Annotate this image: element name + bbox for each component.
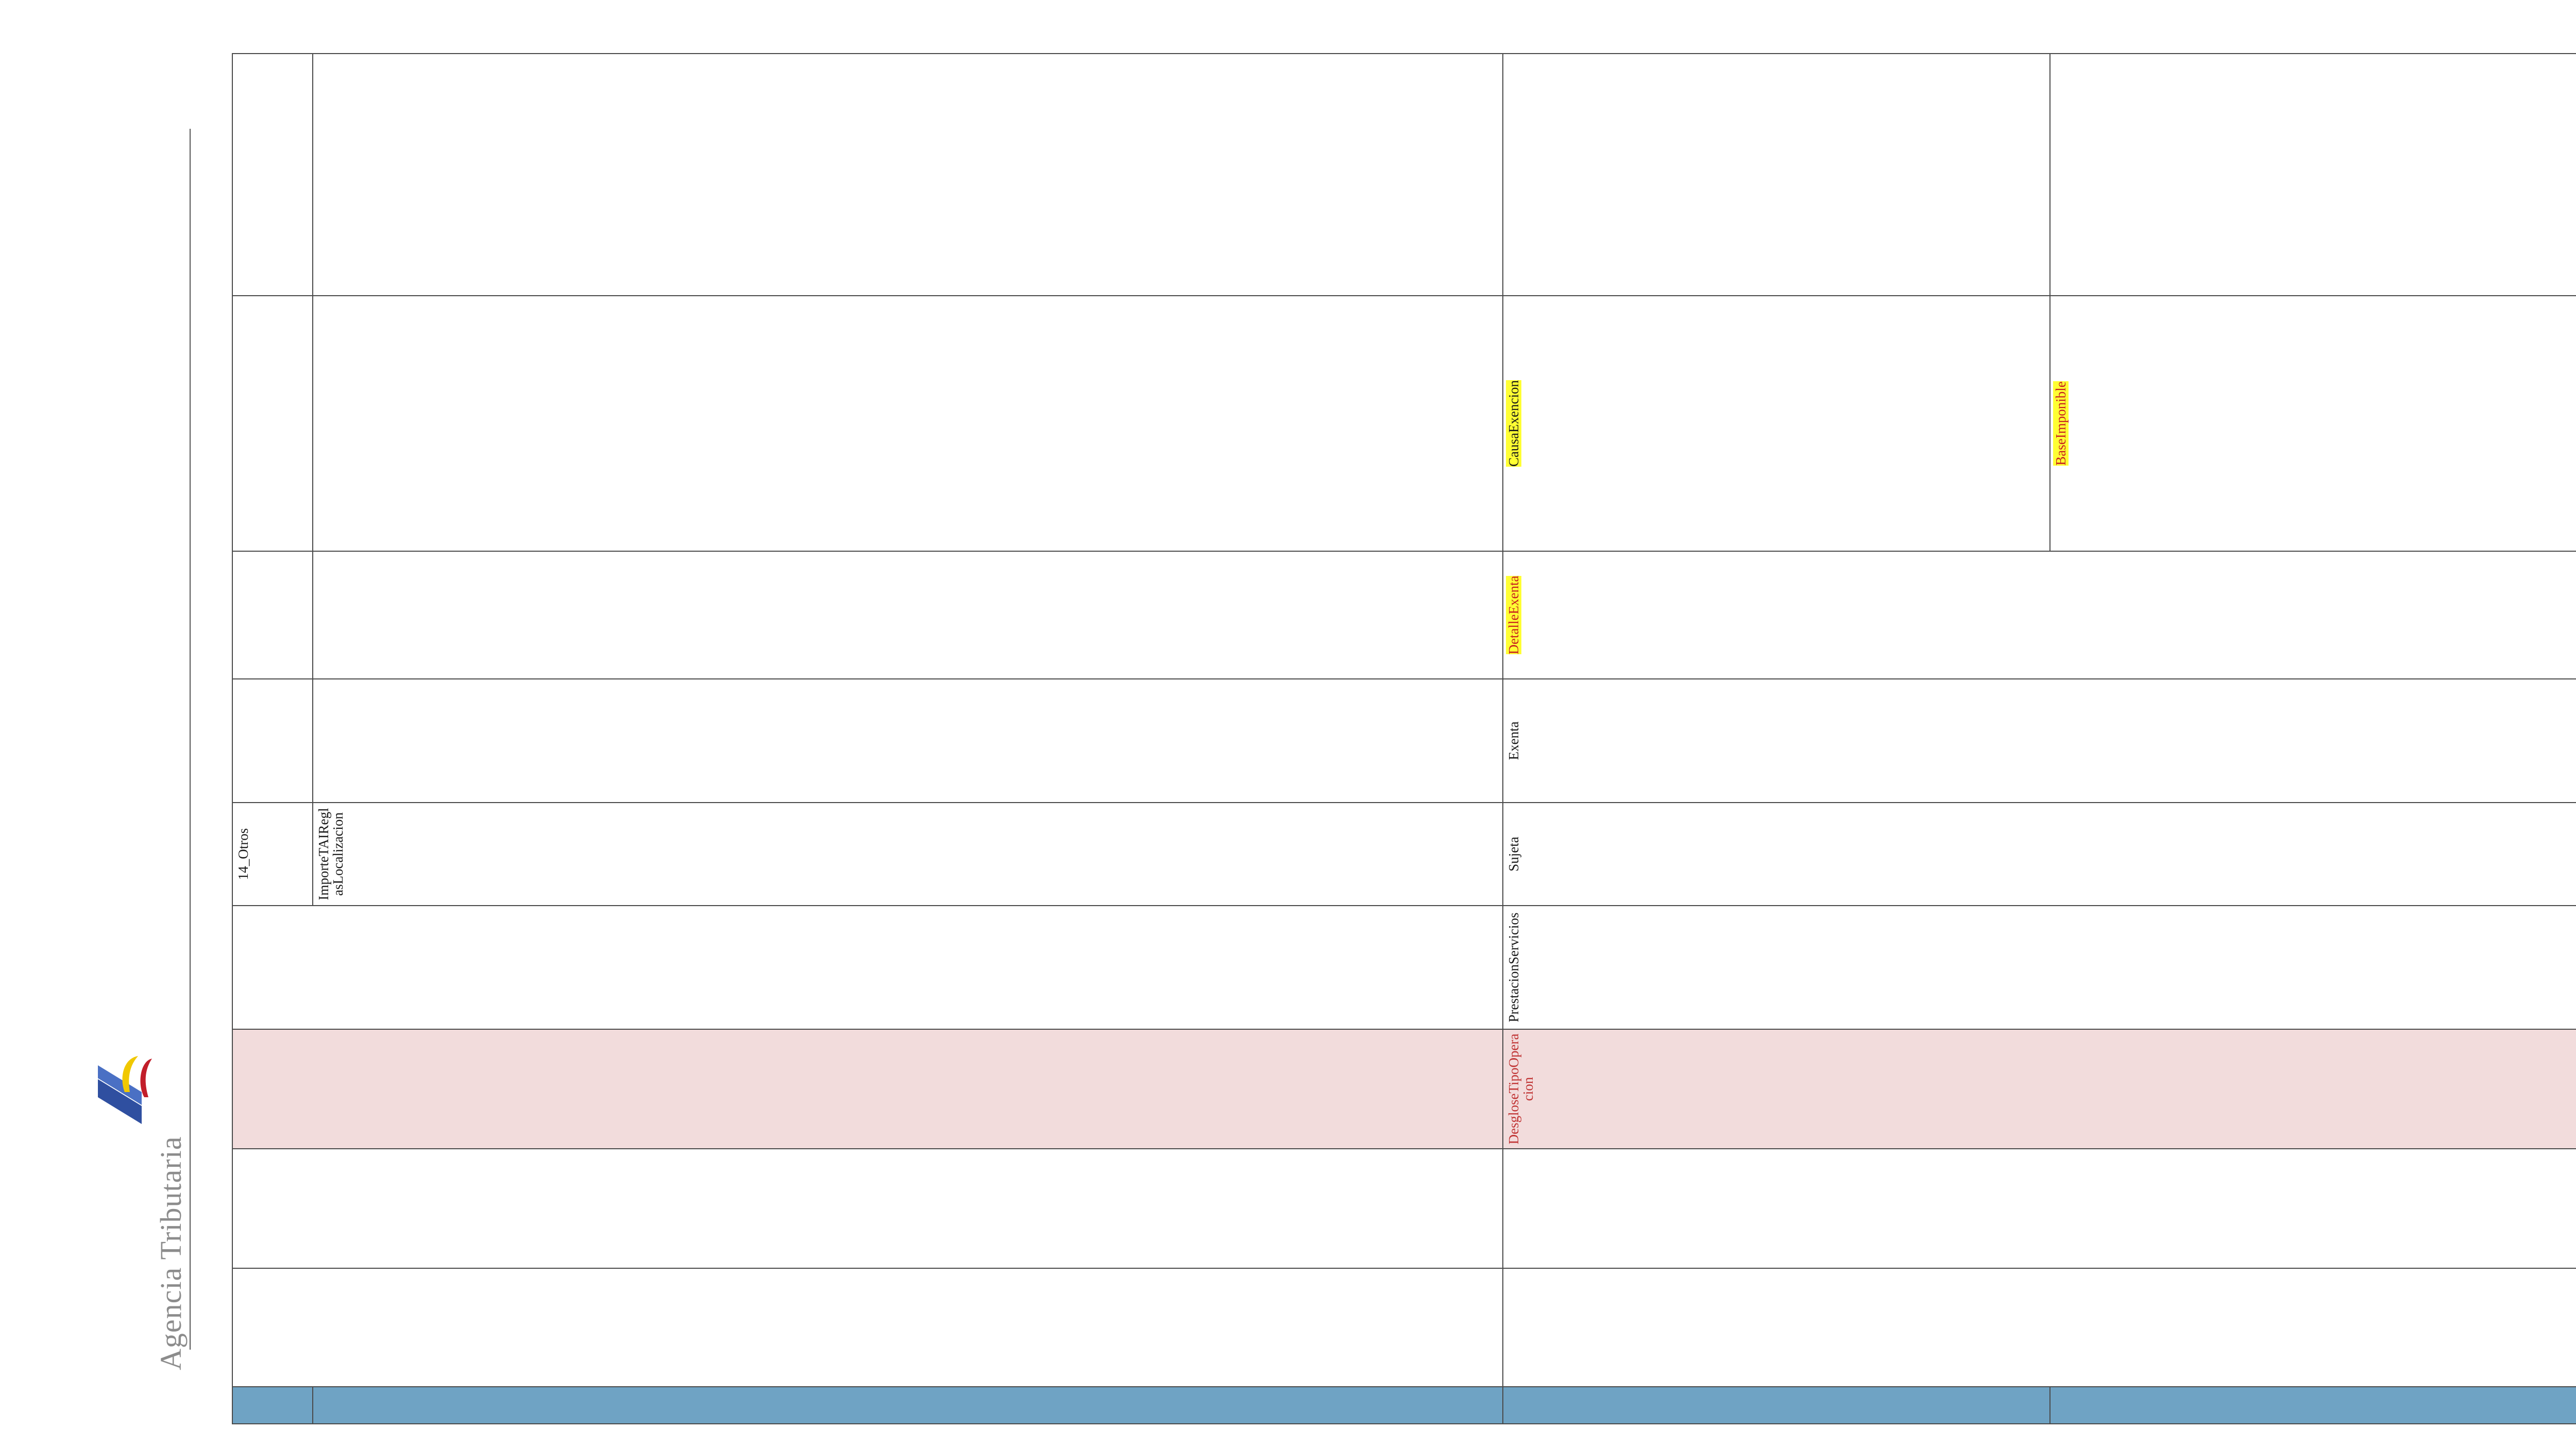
base-imponible-label: BaseImponible bbox=[2053, 381, 2069, 466]
sujeta-label: Sujeta bbox=[1505, 837, 1521, 872]
prestacion-servicios-label: PrestacionServicios bbox=[1505, 912, 1521, 1023]
level-cell bbox=[1503, 1387, 2050, 1424]
pink-cell bbox=[232, 1029, 1503, 1149]
header-divider bbox=[190, 129, 191, 1350]
empty-cell bbox=[232, 551, 313, 679]
empty-cell bbox=[313, 296, 1503, 551]
level-cell bbox=[313, 1387, 1503, 1424]
empty-cell bbox=[232, 906, 1503, 1029]
empty-cell bbox=[313, 54, 1503, 296]
field-name-cell: 14_Otros bbox=[232, 803, 313, 906]
base-imponible-cell bbox=[2050, 296, 2576, 551]
pink-cell bbox=[1503, 1029, 2576, 1149]
empty-cell bbox=[1503, 1149, 2576, 1268]
spec-table-wrapper bbox=[232, 54, 2069, 1424]
agencia-tributaria-logo bbox=[93, 1051, 155, 1128]
empty-cell bbox=[232, 296, 313, 551]
empty-cell bbox=[2050, 54, 2576, 296]
empty-cell bbox=[232, 1268, 1503, 1387]
agency-name: Agencia Tributaria bbox=[154, 1136, 188, 1370]
empty-cell bbox=[1503, 54, 2050, 296]
prestacion-servicios-cell bbox=[1503, 906, 2576, 1029]
level-cell bbox=[2050, 1387, 2576, 1424]
exenta-label: Exenta bbox=[1505, 721, 1521, 760]
level-cell bbox=[232, 1387, 313, 1424]
detalle-exenta-cell bbox=[1503, 551, 2576, 679]
exenta-cell bbox=[1503, 679, 2576, 803]
desglose-tipo-operacion-label: DesgloseTipoOperacion bbox=[1505, 1033, 1536, 1145]
spec-table bbox=[232, 53, 2576, 1424]
empty-cell bbox=[232, 54, 313, 296]
detalle-exenta-label: DetalleExenta bbox=[1505, 575, 1521, 655]
field-name-cell: ImporteTAIReglasLocalizacion bbox=[313, 803, 1503, 906]
causa-exencion-cell bbox=[1503, 296, 2050, 551]
agency-header bbox=[93, 979, 196, 1370]
sujeta-cell bbox=[1503, 803, 2576, 906]
empty-cell bbox=[232, 679, 313, 803]
table-row bbox=[232, 54, 313, 1424]
table-row bbox=[1503, 54, 2050, 1424]
empty-cell bbox=[232, 1149, 1503, 1268]
empty-cell bbox=[1503, 1268, 2576, 1387]
empty-cell bbox=[313, 679, 1503, 803]
causa-exencion-label: CausaExencion bbox=[1505, 380, 1521, 467]
empty-cell bbox=[313, 551, 1503, 679]
